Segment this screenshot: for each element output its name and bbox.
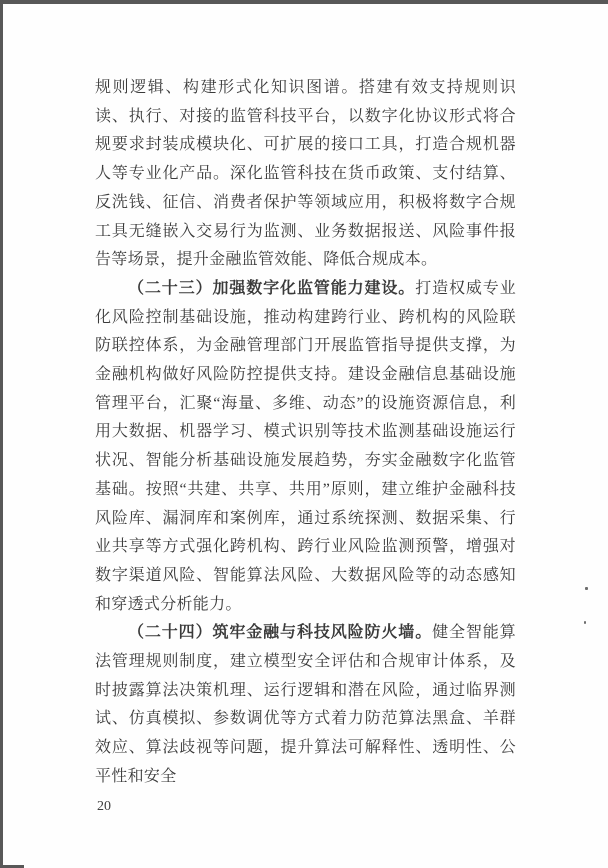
scan-speck: [584, 621, 586, 624]
document-body: [95, 74, 516, 792]
page-number: 20: [97, 799, 111, 814]
paragraph-section-23: [95, 275, 516, 619]
scan-speck: [585, 587, 588, 590]
paragraph-continuation-text: 规则逻辑、构建形式化知识图谱。搭建有效支持规则识读、执行、对接的监管科技平台，以数字化协议形式将合规要求封装成模块化、可扩展的接口工具，打造合规机器人等专业化产品。深化监管科技在货币政策、支付结算、反洗钱、征信、消费者保护等领域应用，积极将数字合规工具无缝嵌入交易行为监测、业务数据报送、风险事件报告等场景，提升金融监管效能、降低合规成本。: [95, 79, 516, 269]
section-23-text: 打造权威专业化风险控制基础设施，推动构建跨行业、跨机构的风险联防联控体系，为金融管理部门开展监管指导提供支撑，为金融机构做好风险防控提供支持。建设金融信息基础设施管理平台，汇聚“海量、多维、动态”的设施资源信息，利用大数据、机器学习、模式识别等技术监测基础设施运行状况、智能分析基础设施发展趋势，夯实金融数字化监管基础。按照“共建、共享、共用”原则，建立维护金融科技风险库、漏洞库和案例库，通过系统探测、数据采集、行业共享等方式强化跨机构、跨行业风险监测预警，增强对数字渠道风险、智能算法风险、大数据风险等的动态感知和穿透式分析能力。: [95, 279, 516, 613]
paragraph-continuation: [95, 74, 516, 275]
section-23-heading: （二十三）加强数字化监管能力建设。: [128, 279, 416, 297]
paragraph-section-24: [95, 619, 516, 791]
scan-edge-top: [0, 0, 608, 4]
scan-edge-left: [0, 0, 3, 868]
section-24-heading: （二十四）筑牢金融与科技风险防火墙。: [128, 624, 433, 642]
section-24-text: 健全智能算法管理规则制度，建立模型安全评估和合规审计体系，及时披露算法决策机理、运行逻辑和潜在风险，通过临界测试、仿真模拟、参数调优等方式着力防范算法黑盒、羊群效应、算法歧视等问题，提升算法可解释性、透明性、公平性和安全: [95, 624, 516, 785]
